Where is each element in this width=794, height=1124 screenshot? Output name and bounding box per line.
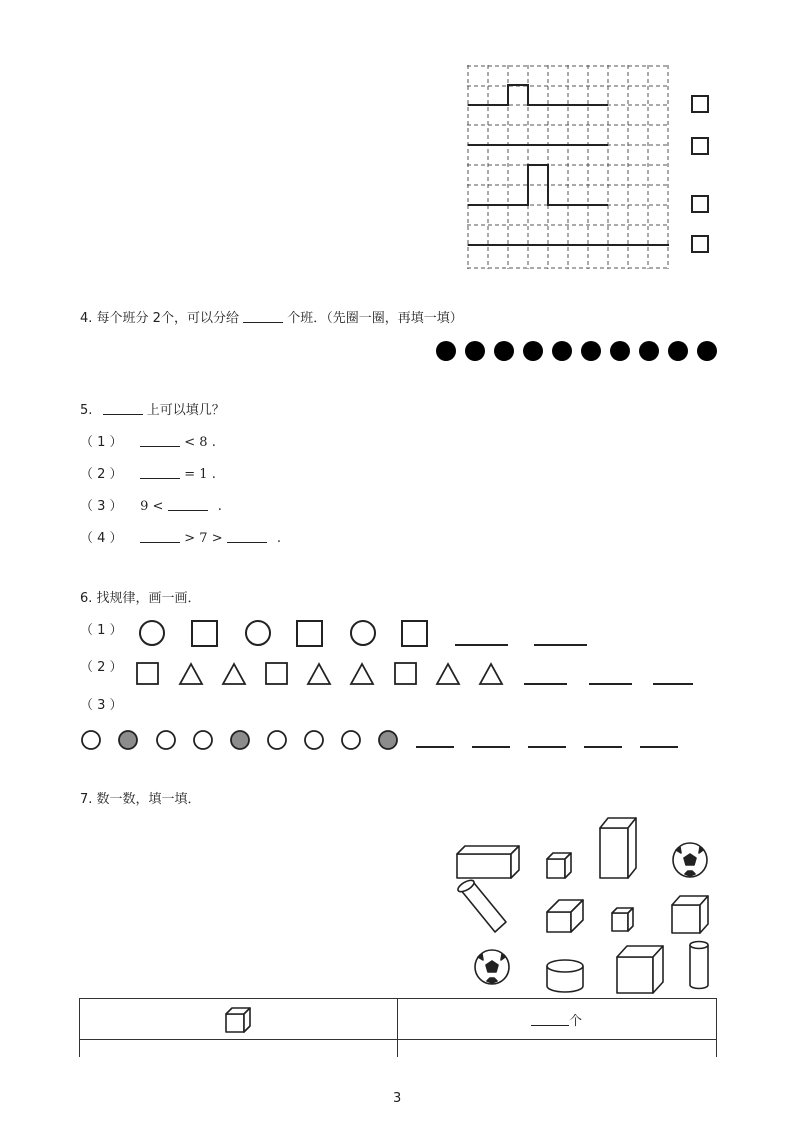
triangle-shape	[480, 664, 502, 684]
soccer-ball-icon	[475, 950, 509, 984]
q4-number: 4.	[80, 311, 93, 326]
soccer-ball-icon	[673, 843, 707, 877]
gray-circle	[119, 731, 137, 749]
cube-icon	[223, 1006, 253, 1034]
answer-box-1[interactable]	[691, 95, 709, 113]
dot	[465, 341, 485, 361]
q5-item-4-mid: > 7 >	[184, 531, 223, 546]
q7-count-answer	[531, 1013, 582, 1030]
q5-item-3	[80, 498, 222, 515]
q5-item-1-mid: < 8 .	[184, 435, 216, 450]
q5-question	[80, 402, 225, 419]
long-cuboid-icon	[457, 846, 519, 878]
triangle-shape	[180, 664, 202, 684]
q6-row-2-blank-3[interactable]	[653, 683, 693, 685]
q5-item-label: （ 3 ）	[80, 499, 123, 514]
q7-table-cell-count	[398, 999, 716, 1040]
q6-row-2-svg	[136, 661, 506, 687]
q5-item-1-blank[interactable]	[140, 434, 180, 447]
q5-title: 上可以填几？	[146, 403, 225, 418]
page-number: 3	[393, 1091, 402, 1106]
q6-row-2-shapes	[136, 661, 506, 691]
lying-cylinder-icon	[456, 878, 506, 932]
white-circle	[342, 731, 360, 749]
q6-number: 6.	[80, 591, 93, 606]
q5-number: 5.	[80, 403, 93, 418]
q6-row-2-label: （ 2 ）	[80, 660, 123, 675]
circle-shape	[351, 621, 375, 645]
square-shape	[395, 663, 416, 684]
triangle-shape	[308, 664, 330, 684]
circle-shape	[246, 621, 270, 645]
q4-answer-blank[interactable]	[243, 310, 283, 323]
q6-row-1-shapes	[138, 619, 438, 651]
q7-solids-illustration	[450, 812, 720, 1000]
dot	[494, 341, 514, 361]
q5-item-1	[80, 434, 216, 451]
pattern-grid-svg	[467, 65, 669, 269]
q6-row-3-blank-1[interactable]	[416, 746, 454, 748]
circle-shape	[140, 621, 164, 645]
dot	[610, 341, 630, 361]
q5-item-2-blank[interactable]	[140, 466, 180, 479]
triangle-shape	[351, 664, 373, 684]
dot	[697, 341, 717, 361]
dot	[581, 341, 601, 361]
q5-item-3-mid: .	[217, 499, 222, 514]
q5-item-4	[80, 530, 281, 547]
large-cube-icon	[617, 946, 663, 993]
white-circle	[305, 731, 323, 749]
tiny-cube-icon	[612, 908, 633, 931]
q4-question	[80, 310, 463, 327]
q7-count-unit: 个	[569, 1014, 583, 1029]
q6-row-3-svg	[80, 728, 402, 752]
answer-box-3[interactable]	[691, 195, 709, 213]
white-circle	[194, 731, 212, 749]
square-shape	[266, 663, 287, 684]
q5-item-3-blank[interactable]	[168, 498, 208, 511]
tall-cuboid-icon	[600, 818, 636, 878]
medium-cube-icon	[672, 896, 708, 933]
q6-title: 找规律，画一画．	[96, 591, 201, 606]
q6-row-3-blank-4[interactable]	[584, 746, 622, 748]
q6-row-3-blank-5[interactable]	[640, 746, 678, 748]
q7-table-cell-cube	[80, 999, 398, 1040]
q7-count-blank[interactable]	[531, 1013, 569, 1026]
q4-text-a: 每个班分 2个，可以分给	[96, 311, 239, 326]
white-circle	[82, 731, 100, 749]
q5-item-4-blank-a[interactable]	[140, 530, 180, 543]
square-shape	[297, 621, 322, 646]
q6-row-3-label: （ 3 ）	[80, 698, 123, 713]
q4-dots-svg	[436, 340, 718, 362]
white-circle	[268, 731, 286, 749]
q7-number: 7.	[80, 792, 93, 807]
q6-row-1-svg	[138, 619, 438, 647]
pattern-grid	[467, 65, 669, 269]
q4-text-b: 个班．（先圈一圈，再填一填）	[287, 311, 463, 326]
q6-row-2-blank-2[interactable]	[589, 683, 632, 685]
q5-item-4-after: .	[276, 531, 282, 546]
square-shape	[137, 663, 158, 684]
dot	[436, 341, 456, 361]
triangle-shape	[223, 664, 245, 684]
square-shape	[192, 621, 217, 646]
dot	[668, 341, 688, 361]
q5-item-2	[80, 466, 216, 483]
answer-box-4[interactable]	[691, 235, 709, 253]
q4-dots	[436, 340, 718, 366]
answer-box-2[interactable]	[691, 137, 709, 155]
q5-item-label: （ 4 ）	[80, 531, 123, 546]
q6-row-1-blank-2[interactable]	[534, 644, 587, 646]
gray-circle	[231, 731, 249, 749]
q6-row-3-shapes	[80, 728, 402, 756]
q6-row-1-blank-1[interactable]	[455, 644, 508, 646]
q7-count-table	[79, 998, 717, 1057]
white-circle	[157, 731, 175, 749]
short-cylinder-icon	[547, 960, 583, 992]
q7-question	[80, 792, 201, 808]
q5-item-3-before: 9 <	[140, 499, 164, 514]
square-shape	[402, 621, 427, 646]
dot	[552, 341, 572, 361]
q5-item-label: （ 1 ）	[80, 435, 123, 450]
q6-question	[80, 591, 201, 607]
triangle-shape	[437, 664, 459, 684]
gray-circle	[379, 731, 397, 749]
q7-table-second-row	[397, 1040, 398, 1057]
small-cuboid-icon	[547, 900, 583, 932]
q7-title: 数一数，填一填．	[96, 792, 201, 807]
q6-row-3-blank-3[interactable]	[528, 746, 566, 748]
q6-row-1-label: （ 1 ）	[80, 623, 123, 638]
q6-row-3-blank-2[interactable]	[472, 746, 510, 748]
dot	[523, 341, 543, 361]
tall-cylinder-icon	[690, 942, 708, 989]
q5-item-4-blank-b[interactable]	[227, 530, 267, 543]
small-cube-icon	[547, 853, 571, 878]
q5-item-2-mid: = 1 .	[184, 467, 216, 482]
q6-row-2-blank-1[interactable]	[524, 683, 567, 685]
dot	[639, 341, 659, 361]
q5-title-blank	[103, 402, 143, 415]
q5-item-label: （ 2 ）	[80, 467, 123, 482]
q7-solids-svg	[450, 812, 720, 996]
